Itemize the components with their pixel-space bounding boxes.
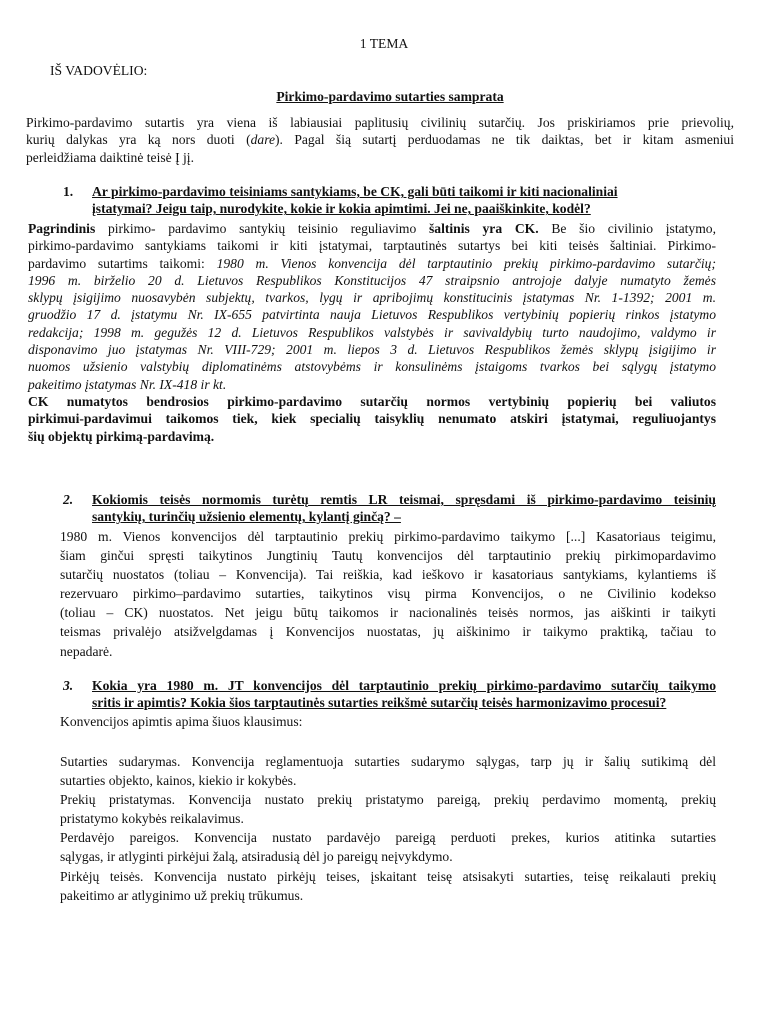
answer-bold-line: CK numatytos bendrosios pirkimo-pardavimo sutarčių normos vertybinių popierių bei valiutos <box>28 393 716 409</box>
list-item-line: Perdavėjo pareigos. Konvencija nustato pardavėjo pareigą perduoti prekes, kurios atitinka sutarties <box>60 830 716 846</box>
list-item-line: Prekių pristatymas. Konvencija nustato prekių pristatymo pareigą, prekių perdavimo momentą, prekių <box>60 792 716 808</box>
list-item-line: pakeitimo ar atlyginimo už prekių trūkumus. <box>60 887 304 903</box>
answer-line: (toliau – CK) nuostatos. Net jeigu būtų taikomos ir nacionalinės teisės normos, jas aiškinti ir taikyti <box>60 605 716 621</box>
answer-line: Pagrindinis pirkimo- pardavimo santykių teisinio reguliavimo šaltinis yra CK. Be šio civilinio įstatymo, <box>28 221 716 236</box>
intro-line: kurių dalykas yra ką nors duoti (dare). Pagal šią sutartį perduodamas ne tik daiktas, bet ir kitam asmeniui <box>26 132 734 148</box>
section-title: Pirkimo-pardavimo sutarties samprata <box>276 89 504 104</box>
answer-line: sklypų įsigijimo nuosavybėn subjektų, tvarkos, lygų ir apribojimų konstitucinis įstatymas Nr. 1-1392; 2001 m. <box>28 290 716 306</box>
list-item-line: sutarties objekto, kainos, kiekio ir kokybės. <box>60 773 297 789</box>
intro-line: perleidžiama daiktinė teisė Į jį. <box>26 149 194 165</box>
list-item <box>60 752 716 790</box>
list-item-line: pristatymo kokybės reikalavimus. <box>60 811 244 827</box>
answer-line: redakcija; 1998 m. gegužės 12 d. Lietuvos Respublikos valstybės ir savivaldybių turto naudojimo, valdymo ir <box>28 324 716 340</box>
source-label: IŠ VADOVĖLIO: <box>50 63 148 78</box>
question-text: Kokia yra 1980 m. JT konvencijos dėl tarptautinio prekių pirkimo-pardavimo sutarčių taikymo <box>92 678 716 693</box>
answer-1 <box>28 220 716 445</box>
question-number: 3. <box>63 678 74 693</box>
answer-3-list <box>60 752 716 905</box>
question-number: 2. <box>63 492 74 507</box>
answer-line: rezervuaro pirkimo–pardavimo sutarties, taikytinos visų pirma Konvencijos, o ne Civilinio kodekso <box>60 586 716 602</box>
question-text: įstatymai? Jeigu taip, nurodykite, kokie ir kokia apimtimi. Jei ne, paaiškinkite, kodėl? <box>92 201 591 217</box>
answer-line: nuomos užsienio valstybių diplomatinėms atstovybėms ir konsulinėms įstaigoms tvarkos bei sąlygų įstatymo <box>28 359 716 375</box>
question-text: Ar pirkimo-pardavimo teisiniams santykiams, be CK, gali būti taikomi ir kiti nacionaliniai <box>92 184 618 199</box>
list-item-line: sąlygas, ir atlyginti pirkėjui žalą, atsiradusią dėl jo pareigų neįvykdymo. <box>60 849 453 865</box>
list-item <box>60 867 716 905</box>
answer-bold-line: šių objektų pirkimą-pardavimą. <box>28 428 215 444</box>
answer-line: šiam ginčui spręsti taikytinos Jungtinių Tautų konvencijos dėl tarptautinio prekių pirkimopardavimo <box>60 548 716 564</box>
question-text: Kokiomis teisės normomis turėtų remtis LR teismai, spręsdami iš pirkimo-pardavimo teisinių <box>92 492 716 507</box>
answer-intro: Konvencijos apimtis apima šiuos klausimus: <box>60 714 303 729</box>
tema-heading: 1 TEMA <box>359 36 409 51</box>
answer-line: 1996 m. birželio 20 d. Lietuvos Respublikos Konstitucijos 47 straipsnio antrojoje dalyje numatyto žemės <box>28 272 716 288</box>
answer-line: pakeitimo įstatymas Nr. IX-418 ir kt. <box>28 376 227 392</box>
answer-line: teismas privalėjo atsižvelgdamas į Konvencijos nuostatas, jų aiškinimo ir taikymo praktiką, tačiau to <box>60 624 716 640</box>
answer-line: 1980 m. Vienos konvencijos dėl tarptautinio prekių pirkimo-pardavimo taikymo [...] Kasatoriaus teigimu, <box>60 529 716 544</box>
answer-line: pardavimo sutartims taikomi: 1980 m. Vienos konvencija dėl tarptautinio prekių pirkimo-pardavimo sutarčių; <box>28 255 716 271</box>
list-item <box>60 828 716 866</box>
answer-line: pirkimo-pardavimo santykiams taikomi ir kiti įstatymai, tarptautinės sutartys bei kiti teisės šaltiniai. Pirkimo- <box>28 238 716 254</box>
intro-line: Pirkimo-pardavimo sutartis yra viena iš labiausiai paplitusių civilinių sutarčių. Jos priskiriamos prie prievolių, <box>26 115 734 130</box>
answer-bold-line: pirkimui-pardavimui taikomos tiek, kiek specialių taisyklių nenumato atskiri įstatymai, reguliuojantys <box>28 411 716 427</box>
answer-3 <box>60 713 716 730</box>
answer-line: nepadarė. <box>60 643 113 659</box>
answer-line: disponavimo juo įstatymas Nr. VIII-729; 2001 m. liepos 3 d. Lietuvos Respublikos žemės sklypų įsigijimo ir <box>28 342 716 358</box>
answer-line: sutarčių nuostatos (toliau – Konvencija). Tai reiškia, kad ieškovo ir kasatoriaus santykiams, kylantiems iš <box>60 567 716 583</box>
question-number: 1. <box>63 184 74 199</box>
answer-line: gruodžio 17 d. įstatymu Nr. IX-655 patvirtinta nauja Lietuvos Respublikos vertybinių popierių rinkos įstatymo <box>28 307 716 323</box>
question-text: sritis ir apimtis? Kokia šios tarptautinės sutarties reikšmė sutarčių teisės harmonizavimo procesui? <box>92 695 667 711</box>
intro-paragraph <box>26 114 734 166</box>
answer-2 <box>60 527 716 661</box>
list-item-line: Sutarties sudarymas. Konvencija reglamentuoja sutarties sudarymo sąlygas, tarp jų ir šalių sutikimą dėl <box>60 754 716 769</box>
list-item <box>60 790 716 828</box>
list-item-line: Pirkėjų teisės. Konvencija nustato pirkėjų teises, įskaitant teisę atsisakyti sutarties, teisę reikalauti prekių <box>60 868 716 884</box>
question-text: santykių, turinčių užsienio elementų, kylantį ginčą? – <box>92 509 401 525</box>
